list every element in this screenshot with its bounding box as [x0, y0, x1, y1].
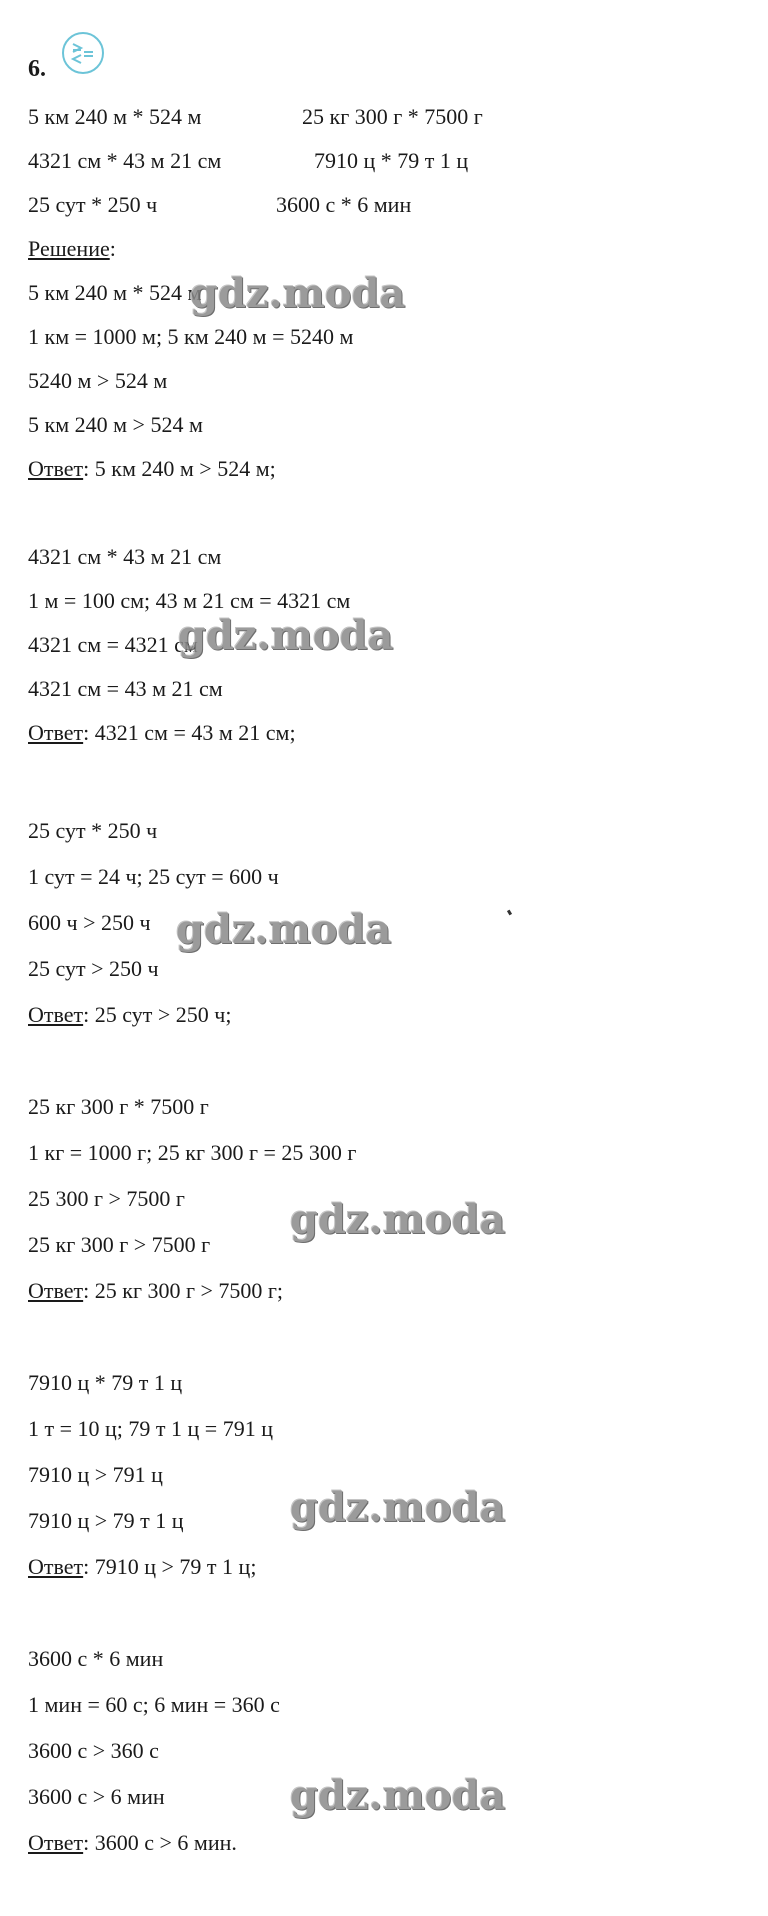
condition-5: 7910 ц * 79 т 1 ц — [314, 148, 469, 173]
watermark: gdz.moda — [178, 612, 394, 659]
solution-line: 7910 ц > 79 т 1 ц — [28, 1508, 184, 1533]
solution-line: 5240 м > 524 м — [28, 368, 168, 393]
solution-line: 7910 ц > 791 ц — [28, 1462, 163, 1487]
solution-line: 1 т = 10 ц; 79 т 1 ц = 791 ц — [28, 1416, 273, 1441]
solution-line: 1 сут = 24 ч; 25 сут = 600 ч — [28, 864, 279, 889]
solution-line: 1 км = 1000 м; 5 км 240 м = 5240 м — [28, 324, 354, 349]
solution-line: 25 кг 300 г > 7500 г — [28, 1232, 211, 1257]
solution-line: 4321 см = 4321 см — [28, 632, 198, 657]
watermark: gdz.moda — [290, 1772, 506, 1819]
solution-line: 4321 см = 43 м 21 см — [28, 676, 223, 701]
watermark: gdz.moda — [290, 1196, 506, 1243]
watermark: gdz.moda — [176, 906, 392, 953]
solution-line: 3600 с > 6 мин — [28, 1784, 165, 1809]
solution-line: 1 мин = 60 с; 6 мин = 360 с — [28, 1692, 280, 1717]
solution-line: 3600 с > 360 с — [28, 1738, 159, 1763]
solution-line: 25 кг 300 г * 7500 г — [28, 1094, 209, 1119]
condition-4: 25 кг 300 г * 7500 г — [302, 104, 483, 129]
solution-line: 25 сут > 250 ч — [28, 956, 159, 981]
condition-3: 25 сут * 250 ч — [28, 192, 158, 217]
solution-line: 25 300 г > 7500 г — [28, 1186, 185, 1211]
answer-line: Ответ: 3600 с > 6 мин. — [28, 1830, 237, 1855]
compare-icon — [60, 30, 106, 76]
condition-1: 5 км 240 м * 524 м — [28, 104, 202, 129]
solution-line: 25 сут * 250 ч — [28, 818, 158, 843]
answer-line: Ответ: 7910 ц > 79 т 1 ц; — [28, 1554, 257, 1579]
answer-line: Ответ: 25 кг 300 г > 7500 г; — [28, 1278, 284, 1303]
solution-line: 5 км 240 м > 524 м — [28, 412, 203, 437]
solution-line: 3600 с * 6 мин — [28, 1646, 164, 1671]
solution-line: 5 км 240 м * 524 м — [28, 280, 202, 305]
solution-heading: Решение: — [28, 236, 116, 261]
answer-line: Ответ: 5 км 240 м > 524 м; — [28, 456, 276, 481]
solution-line: 1 м = 100 см; 43 м 21 см = 4321 см — [28, 588, 351, 613]
solution-line: 600 ч > 250 ч — [28, 910, 151, 935]
answer-line: Ответ: 4321 см = 43 м 21 см; — [28, 720, 296, 745]
solution-line: 1 кг = 1000 г; 25 кг 300 г = 25 300 г — [28, 1140, 357, 1165]
watermark: gdz.moda — [190, 270, 406, 317]
condition-6: 3600 с * 6 мин — [276, 192, 412, 217]
watermark: gdz.moda — [290, 1484, 506, 1531]
solution-line: 7910 ц * 79 т 1 ц — [28, 1370, 183, 1395]
answer-line: Ответ: 25 сут > 250 ч; — [28, 1002, 232, 1027]
condition-2: 4321 см * 43 м 21 см — [28, 148, 222, 173]
solution-line: 4321 см * 43 м 21 см — [28, 544, 222, 569]
task-number: 6. — [28, 56, 46, 82]
scan-artifact — [507, 910, 512, 916]
